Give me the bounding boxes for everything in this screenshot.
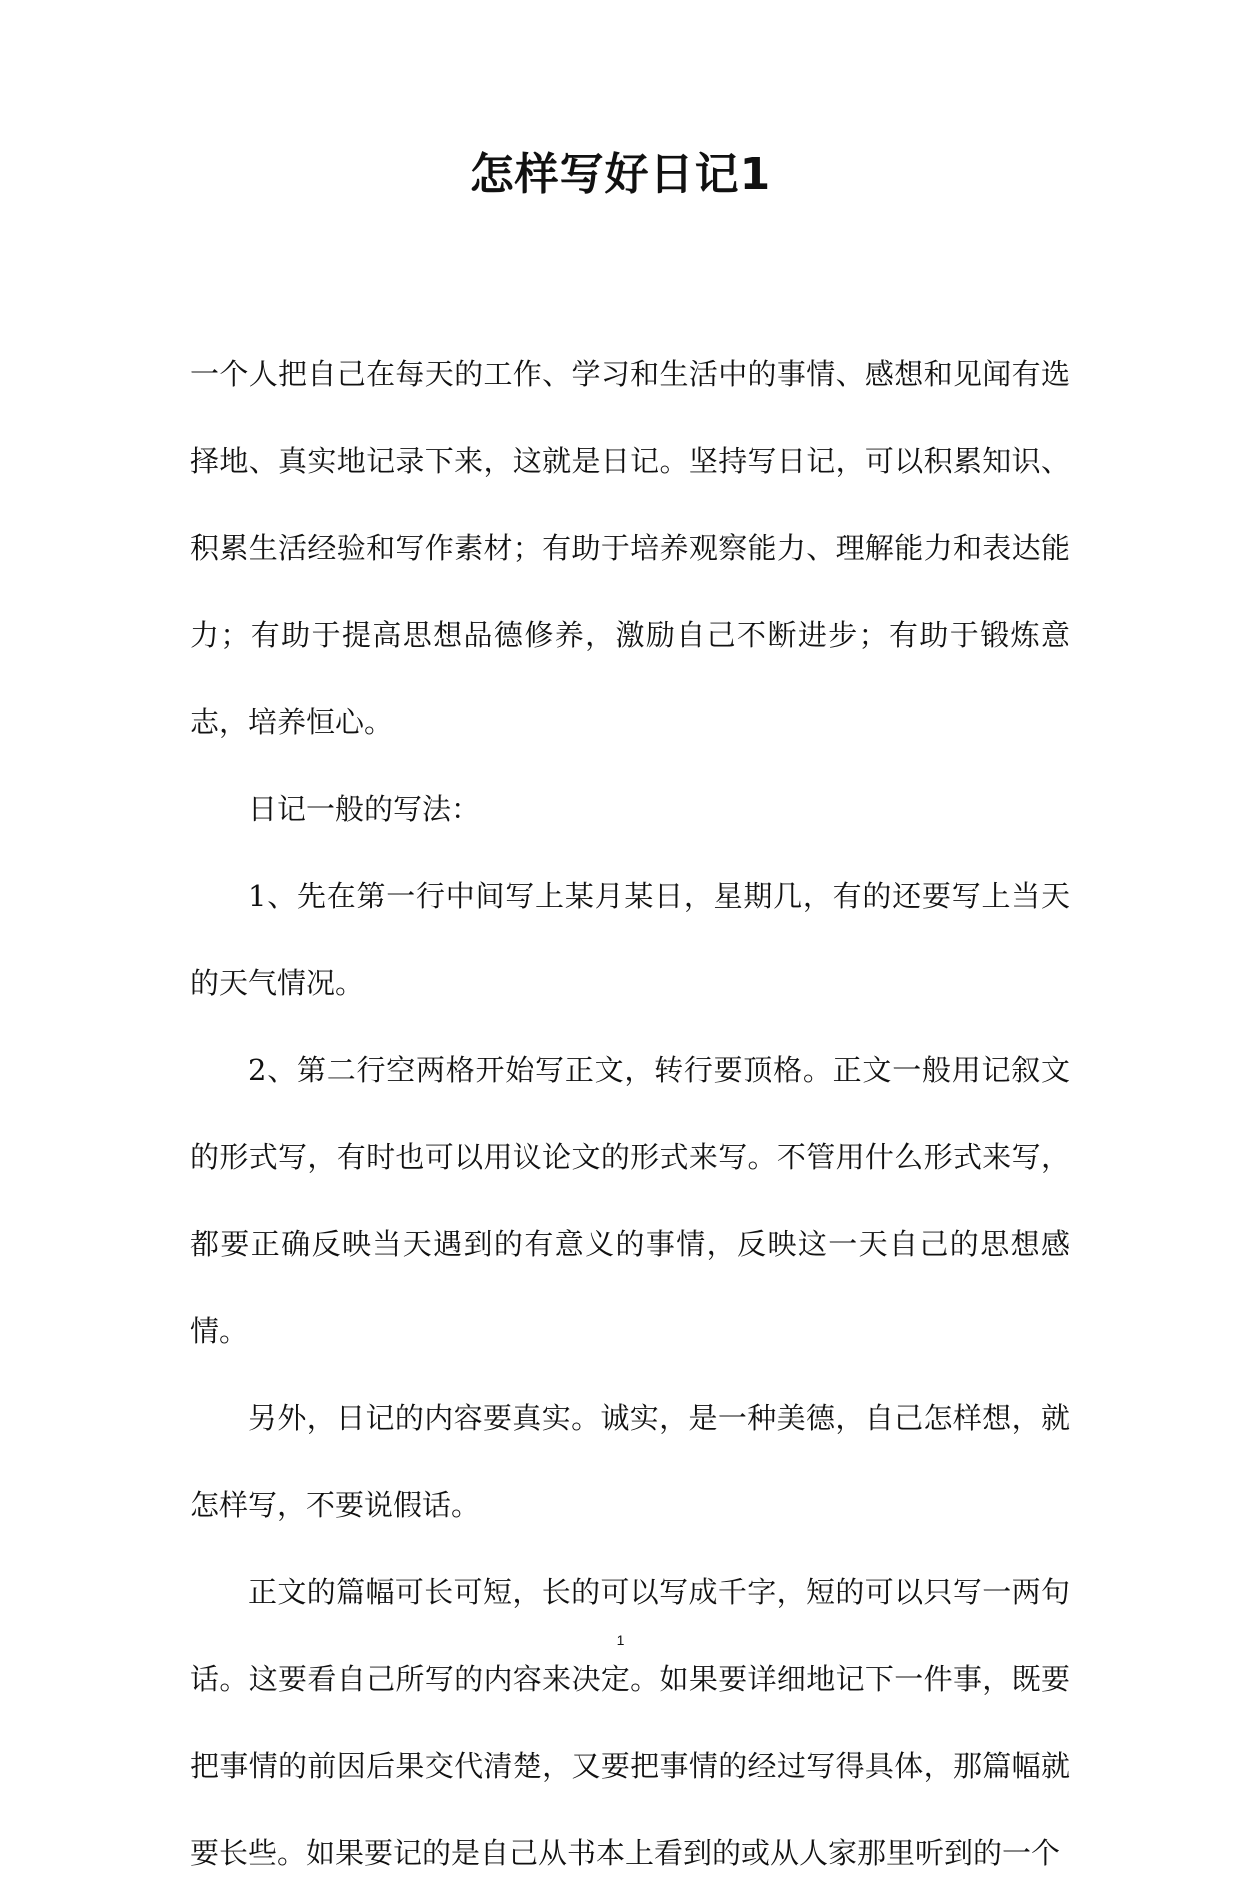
document-body: [190, 331, 1070, 1897]
paragraph-intro: 一个人把自己在每天的工作、学习和生活中的事情、感想和见闻有选择地、真实地记录下来，这就是日记。坚持写日记，可以积累知识、积累生活经验和写作素材；有助于培养观察能力、理解能力和表达能力；有助于提高思想品德修养，激励自己不断进步；有助于锻炼意志，培养恒心。: [190, 357, 1070, 739]
paragraph-length: 正文的篇幅可长可短，长的可以写成千字，短的可以只写一两句话。这要看自己所写的内容来决定。如果要详细地记下一件事，既要把事情的前因后果交代清楚，又要把事情的经过写得具体，那篇幅就要长些。如果要记的是自己从书本上看到的或从人家那里听到的一个: [190, 1575, 1070, 1870]
paragraph-step-2: 2、第二行空两格开始写正文，转行要顶格。正文一般用记叙文的形式写，有时也可以用议论文的形式来写。不管用什么形式来写，都要正确反映当天遇到的有意义的事情，反映这一天自己的思想感情。: [190, 1053, 1070, 1348]
document-title: 怎样写好日记1: [469, 149, 772, 200]
page-number: 1: [616, 1632, 625, 1648]
paragraph-step-1: 1、先在第一行中间写上某月某日，星期几，有的还要写上当天的天气情况。: [190, 879, 1070, 1000]
paragraph-truthfulness: 另外，日记的内容要真实。诚实，是一种美德，自己怎样想，就怎样写，不要说假话。: [190, 1401, 1070, 1522]
paragraph-method-heading: 日记一般的写法：: [248, 792, 481, 826]
